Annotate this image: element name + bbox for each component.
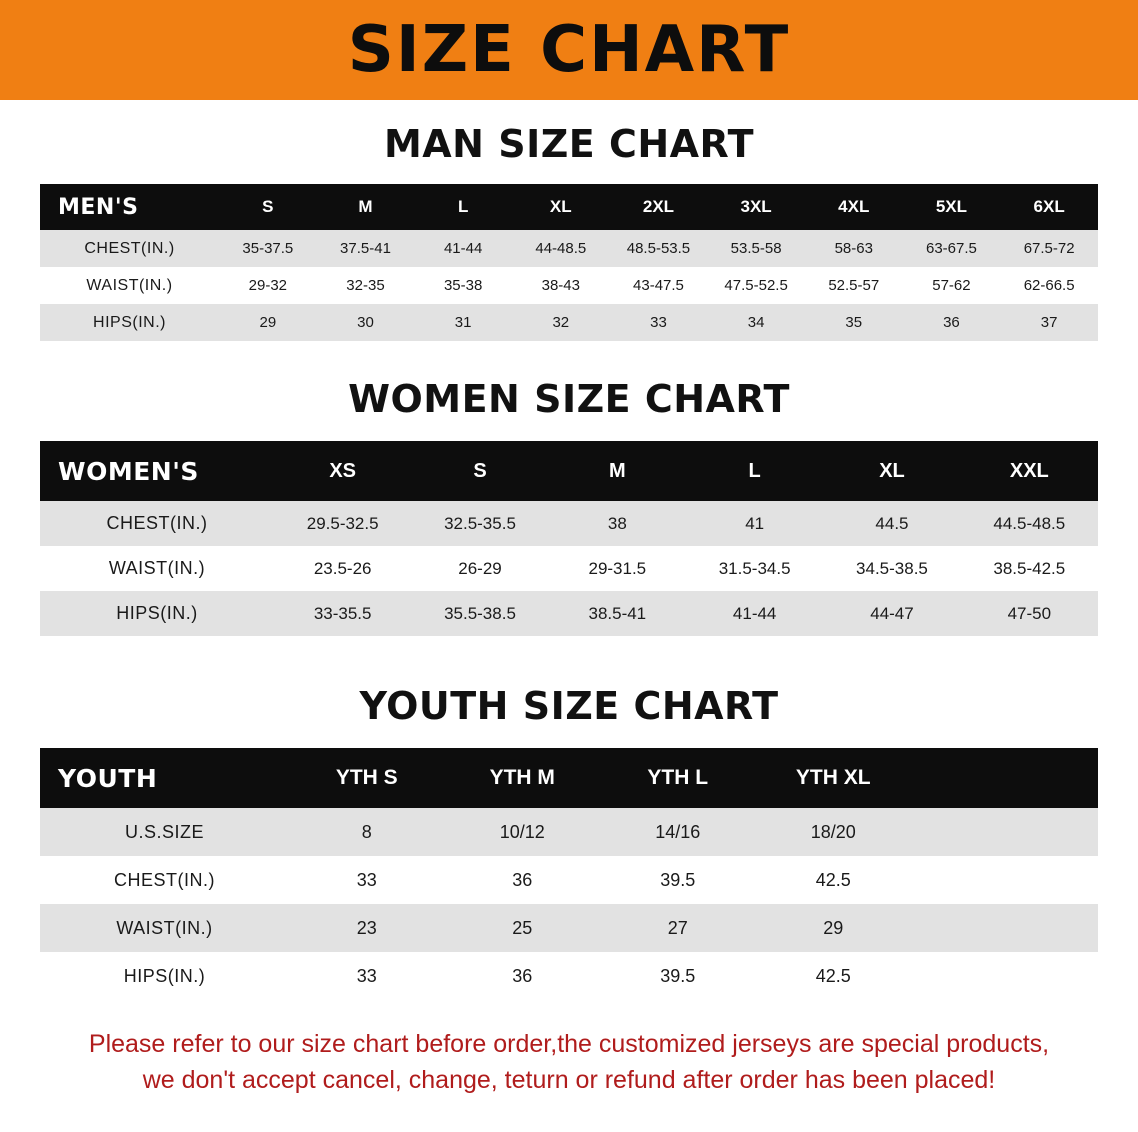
table-row: [40, 856, 1098, 904]
youth-row-1-label: CHEST(IN.): [114, 869, 215, 890]
youth-r0-c1: 10/12: [499, 821, 545, 842]
man-size-table: [40, 184, 1098, 341]
men-col-6: 4XL: [838, 197, 870, 216]
men-r2-c2: 31: [454, 314, 472, 331]
men-r1-c1: 32-35: [346, 277, 385, 294]
disclaimer-line-2: we don't accept cancel, change, teturn or refund after order has been placed!: [142, 1066, 996, 1095]
youth-r0-c3: 18/20: [810, 821, 856, 842]
youth-r1-c2: 39.5: [660, 869, 696, 890]
women-col-4: XL: [879, 459, 905, 482]
table-row: [40, 904, 1098, 952]
women-col-2: M: [608, 459, 626, 482]
women-r2-c0: 33-35.5: [313, 603, 372, 623]
women-r0-c0: 29.5-32.5: [306, 513, 379, 533]
youth-row-0-label: U.S.SIZE: [124, 821, 204, 842]
women-r0-c1: 32.5-35.5: [444, 513, 516, 533]
women-r2-c3: 41-44: [732, 603, 777, 623]
men-r2-c8: 37: [1040, 314, 1058, 331]
women-section-title: WOMEN SIZE CHART: [348, 377, 790, 421]
women-r2-c2: 38.5-41: [588, 603, 647, 623]
youth-r0-c0: 8: [361, 821, 372, 842]
youth-r2-c0: 23: [356, 917, 377, 938]
youth-corner-label: YOUTH: [58, 763, 158, 793]
women-r0-c5: 44.5-48.5: [993, 513, 1066, 533]
men-col-4: 2XL: [642, 197, 675, 216]
women-col-1: S: [473, 459, 487, 482]
women-r2-c5: 47-50: [1007, 603, 1052, 623]
men-r0-c2: 41-44: [443, 240, 483, 257]
men-r2-c1: 30: [357, 314, 374, 331]
men-r1-c2: 35-38: [443, 277, 483, 294]
women-col-3: L: [748, 459, 761, 482]
youth-r1-c0: 33: [356, 869, 377, 890]
youth-col-3: YTH XL: [795, 766, 871, 789]
men-row-2-label: HIPS(IN.): [93, 313, 166, 331]
women-r0-c2: 38: [607, 513, 627, 533]
men-r0-c3: 44-48.5: [535, 240, 587, 257]
men-r0-c7: 63-67.5: [925, 240, 977, 257]
women-r1-c0: 23.5-26: [313, 558, 372, 578]
youth-col-0: YTH S: [335, 766, 398, 789]
women-r1-c1: 26-29: [458, 558, 502, 578]
men-r2-c6: 35: [845, 314, 863, 331]
youth-r3-c3: 42.5: [815, 965, 851, 986]
men-r1-c6: 52.5-57: [828, 277, 880, 294]
men-col-7: 5XL: [935, 197, 968, 216]
youth-size-table: [40, 748, 1098, 1000]
youth-r3-c1: 36: [512, 965, 533, 986]
men-r0-c4: 48.5-53.5: [626, 240, 691, 257]
youth-r1-c3: 42.5: [815, 869, 851, 890]
youth-row-2-label: WAIST(IN.): [116, 917, 213, 938]
men-col-0: S: [262, 197, 274, 216]
men-row-1-label: WAIST(IN.): [86, 276, 173, 294]
table-header-row: [40, 441, 1098, 501]
youth-r2-c1: 25: [512, 917, 533, 938]
youth-r3-spacer: [911, 952, 1098, 1000]
youth-r1-c1: 36: [512, 869, 533, 890]
men-r1-c8: 62-66.5: [1023, 277, 1075, 294]
men-r1-c0: 29-32: [248, 277, 288, 294]
men-r2-c5: 34: [747, 314, 765, 331]
table-header-row: [40, 184, 1098, 230]
women-col-5: XXL: [1009, 459, 1049, 482]
women-col-0: XS: [329, 459, 356, 482]
youth-col-1: YTH M: [489, 766, 555, 789]
disclaimer-note: [40, 1026, 1098, 1099]
women-r2-c4: 44-47: [870, 603, 914, 623]
women-r0-c4: 44.5: [875, 513, 909, 533]
women-size-table: [40, 441, 1098, 636]
women-row-0-label: CHEST(IN.): [106, 513, 208, 533]
women-row-1-label: WAIST(IN.): [108, 558, 206, 578]
men-r1-c5: 47.5-52.5: [724, 277, 788, 294]
men-r0-c1: 37.5-41: [340, 240, 391, 257]
women-corner-label: WOMEN'S: [58, 456, 199, 486]
youth-r3-c2: 39.5: [660, 965, 696, 986]
men-col-8: 6XL: [1033, 197, 1065, 216]
youth-r0-c2: 14/16: [655, 821, 701, 842]
table-row: [40, 546, 1098, 591]
table-row: [40, 501, 1098, 546]
men-r0-c8: 67.5-72: [1023, 240, 1075, 257]
men-corner-label: MEN'S: [58, 194, 139, 220]
men-r1-c3: 38-43: [541, 277, 580, 294]
women-row-2-label: HIPS(IN.): [116, 603, 198, 623]
table-header-row: [40, 748, 1098, 808]
table-row: [40, 808, 1098, 856]
page-title: SIZE CHART: [347, 13, 791, 87]
youth-r2-spacer: [911, 904, 1098, 952]
men-r2-c3: 32: [552, 314, 570, 331]
table-row: [40, 267, 1098, 304]
men-col-2: L: [457, 197, 469, 216]
men-r0-c5: 53.5-58: [730, 240, 782, 257]
man-section-title: MAN SIZE CHART: [383, 122, 755, 166]
men-col-5: 3XL: [740, 197, 772, 216]
youth-r2-c3: 29: [823, 917, 844, 938]
women-r2-c1: 35.5-38.5: [444, 603, 516, 623]
men-r1-c4: 43-47.5: [633, 277, 684, 294]
youth-r2-c2: 27: [667, 917, 688, 938]
men-col-1: M: [358, 197, 373, 216]
table-row: [40, 304, 1098, 341]
youth-r3-c0: 33: [356, 965, 377, 986]
women-r1-c5: 38.5-42.5: [993, 558, 1066, 578]
table-row: [40, 591, 1098, 636]
men-r0-c0: 35-37.5: [242, 240, 294, 257]
man-table-wrapper: [40, 184, 1098, 341]
women-table-wrapper: [40, 441, 1098, 636]
men-r2-c0: 29: [259, 314, 277, 331]
women-r1-c2: 29-31.5: [588, 558, 647, 578]
table-row: [40, 230, 1098, 267]
youth-r1-spacer: [911, 856, 1098, 904]
youth-table-wrapper: [40, 748, 1098, 1000]
women-r1-c3: 31.5-34.5: [718, 558, 791, 578]
banner: [0, 0, 1138, 100]
youth-col-spacer: [911, 748, 1098, 808]
men-r1-c7: 57-62: [932, 277, 971, 294]
youth-col-2: YTH L: [647, 766, 709, 789]
men-row-0-label: CHEST(IN.): [84, 239, 175, 257]
women-r1-c4: 34.5-38.5: [856, 558, 928, 578]
men-r2-c7: 36: [943, 314, 960, 331]
men-col-3: XL: [549, 197, 572, 216]
women-r0-c3: 41: [745, 513, 765, 533]
men-r2-c4: 33: [650, 314, 667, 331]
youth-section-title: YOUTH SIZE CHART: [359, 684, 779, 728]
youth-r0-spacer: [911, 808, 1098, 856]
table-row: [40, 952, 1098, 1000]
men-r0-c6: 58-63: [834, 240, 873, 257]
youth-row-3-label: HIPS(IN.): [123, 965, 206, 986]
disclaimer-line-1: Please refer to our size chart before order,the customized jerseys are special products,: [88, 1030, 1050, 1058]
